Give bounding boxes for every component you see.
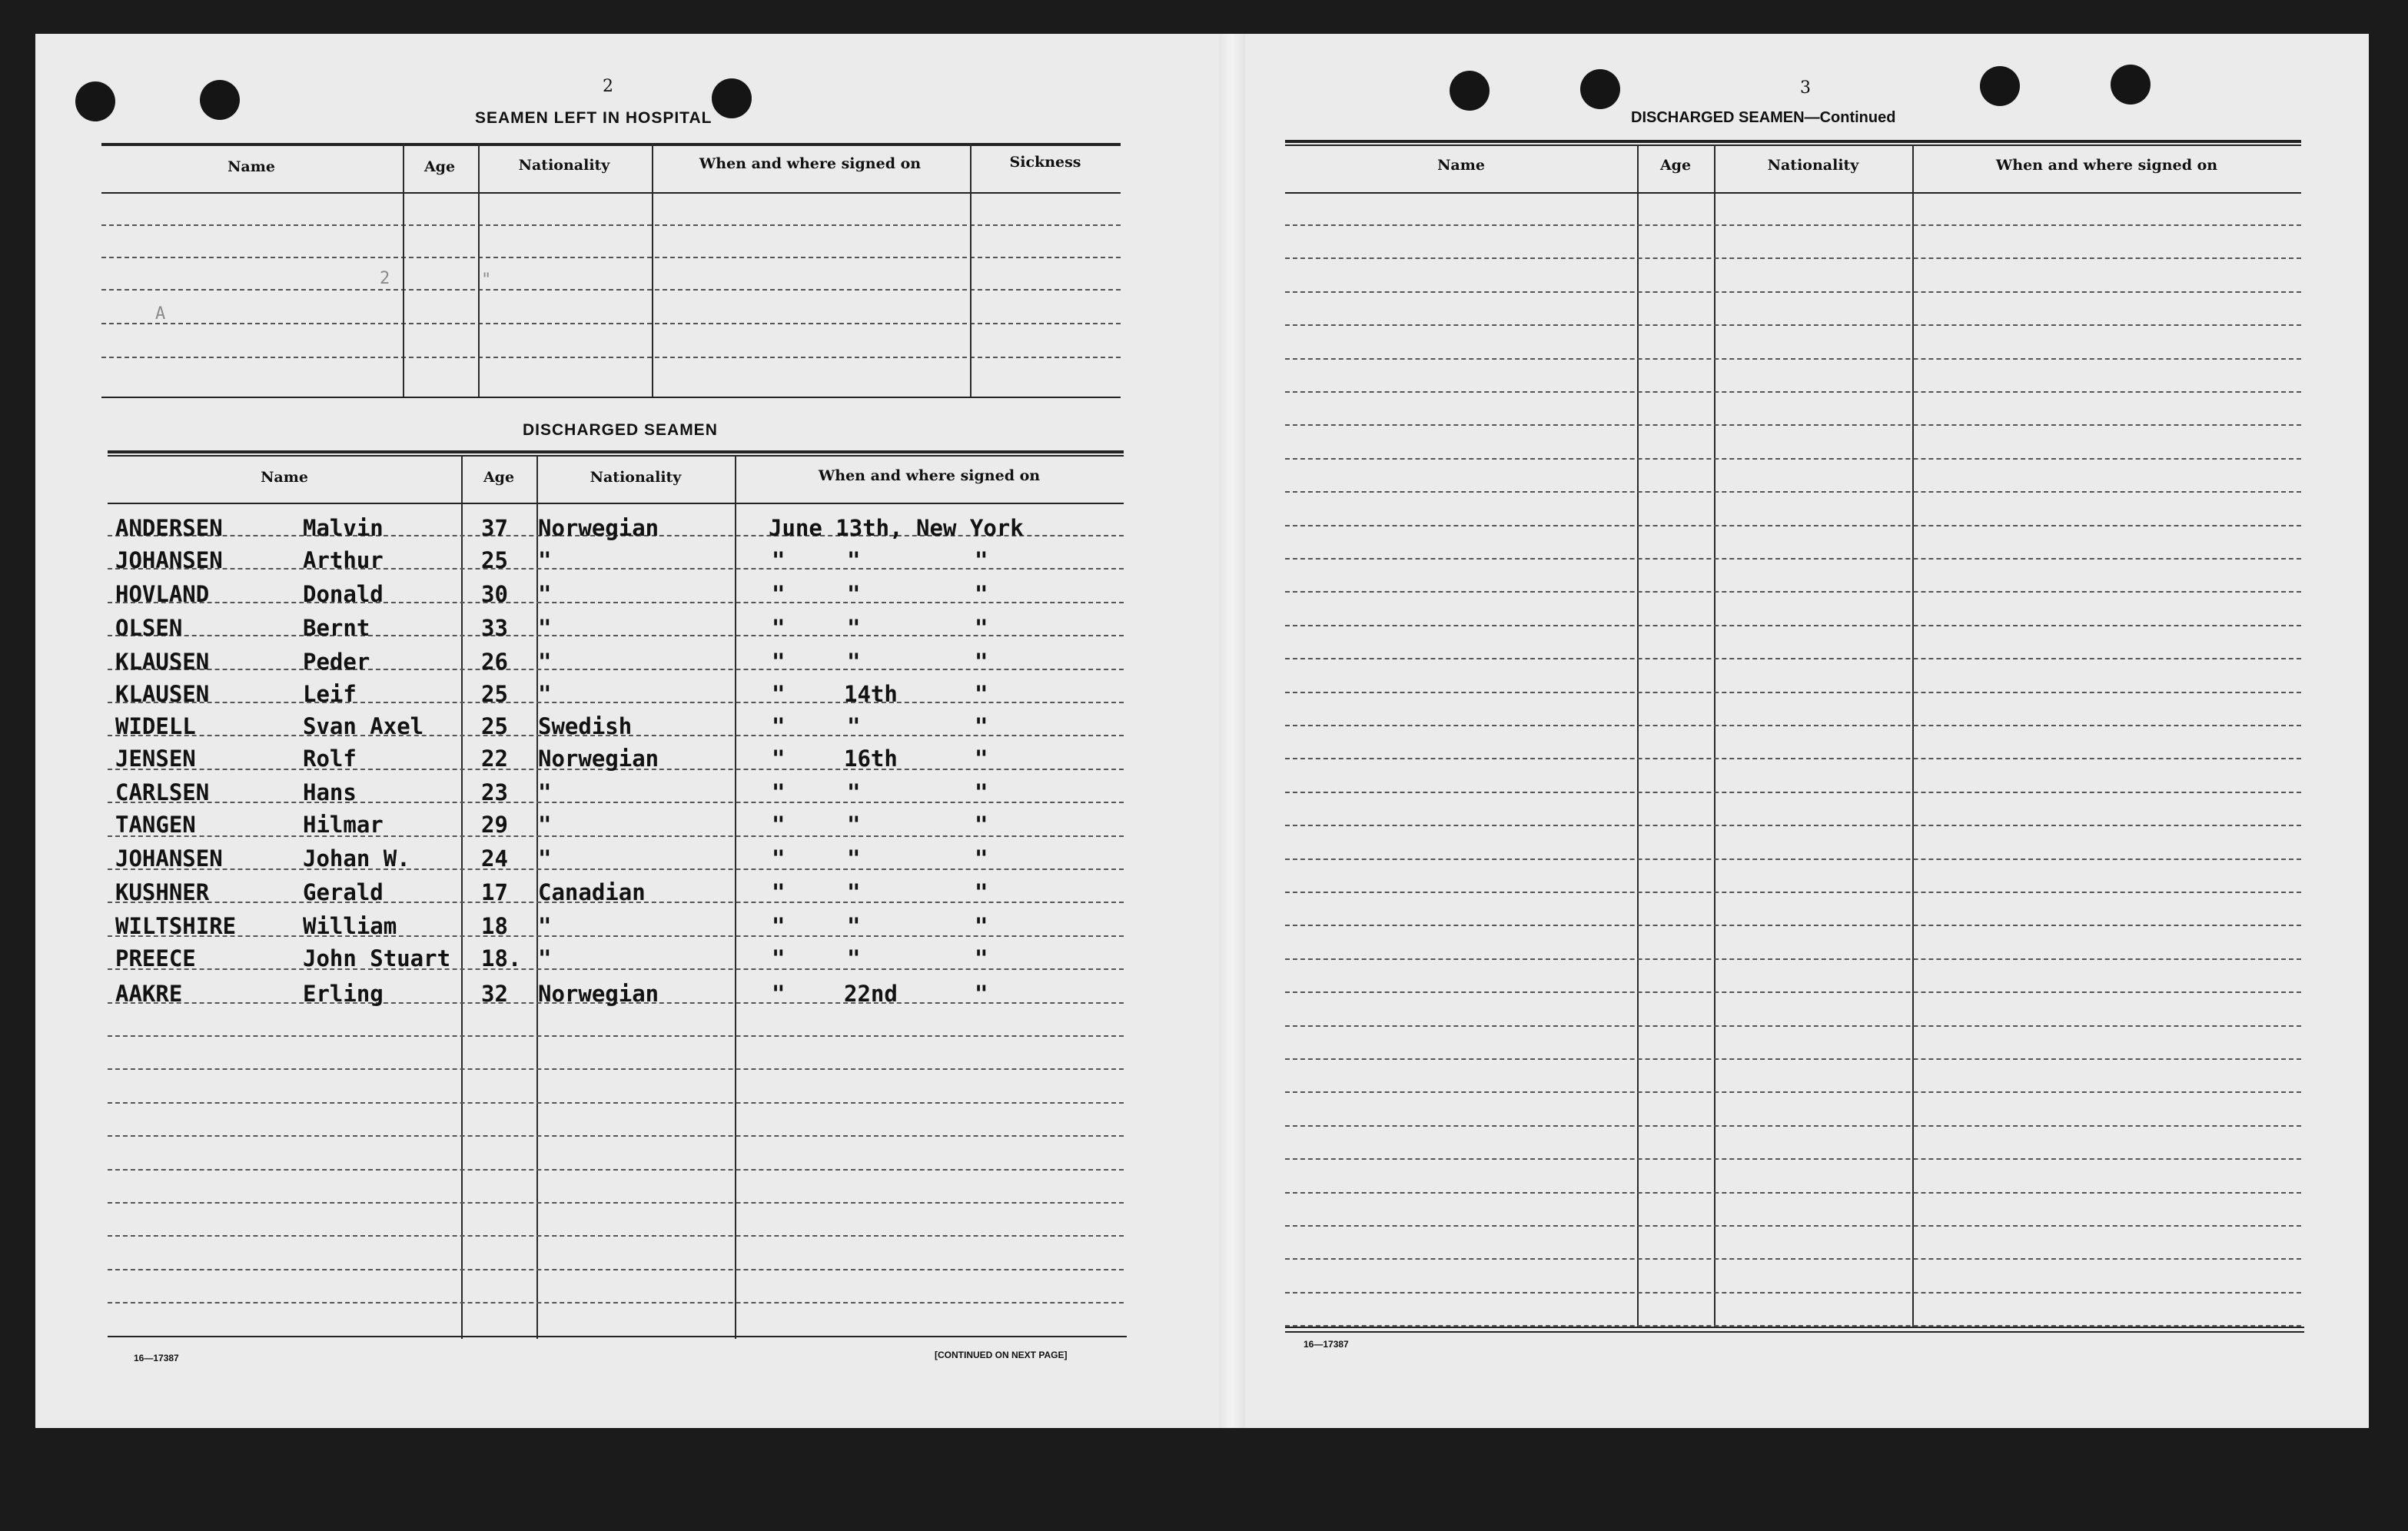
seaman-age: 30: [481, 581, 508, 607]
seaman-nationality: ": [538, 581, 552, 607]
row-rule: [1285, 257, 2301, 259]
row-rule: [1285, 725, 2301, 726]
seaman-nationality: ": [538, 845, 552, 872]
seaman-age: 37: [481, 515, 508, 541]
seaman-nationality: ": [538, 913, 552, 939]
seaman-age: 22: [481, 746, 508, 772]
right-col-divider: [1637, 144, 1639, 1328]
row-rule: [1285, 224, 2301, 226]
right-top-rule: [1285, 144, 2301, 146]
hospital-col-divider: [970, 143, 972, 397]
row-rule: [1285, 1058, 2301, 1060]
seaman-nationality: Canadian: [538, 879, 646, 905]
seaman-signed-on: 14th: [844, 681, 898, 707]
seaman-signed-on: ": [847, 713, 861, 739]
seaman-nationality: Norwegian: [538, 981, 659, 1007]
row-rule: [108, 635, 1124, 636]
left-page-number: 2: [603, 77, 613, 96]
row-rule: [1285, 925, 2301, 926]
seaman-nationality: ": [538, 615, 552, 641]
seaman-age: 18: [481, 913, 508, 939]
seaman-signed-on: June 13th, New York: [769, 515, 1024, 541]
continued-note: [CONTINUED ON NEXT PAGE]: [935, 1350, 1068, 1360]
right-form-number: 16—17387: [1304, 1339, 1349, 1350]
right-page-number: 3: [1800, 78, 1811, 98]
discharged-col-nationality: Nationality: [590, 469, 682, 486]
seaman-nationality: Norwegian: [538, 746, 659, 772]
discharged-col-age: Age: [483, 469, 515, 486]
seaman-signed-on: ": [847, 879, 861, 905]
seaman-signed-on: ": [847, 945, 861, 971]
hospital-col-divider: [478, 143, 480, 397]
hospital-row-rule: [101, 224, 1121, 226]
right-header-rule: [1285, 192, 2301, 194]
hospital-row-rule: [101, 357, 1121, 358]
row-rule: [1285, 792, 2301, 793]
seaman-surname: JOHANSEN: [115, 845, 223, 872]
page-fold: [1219, 34, 1245, 1428]
seaman-signed-on: ": [772, 713, 786, 739]
seaman-age: 33: [481, 615, 508, 641]
right-col-divider: [1912, 144, 1914, 1328]
punch-hole: [712, 78, 752, 118]
seaman-signed-on: ": [772, 812, 786, 838]
seaman-given-name: John Stuart: [303, 945, 451, 971]
seaman-age: 25: [481, 681, 508, 707]
faint-mark: ": [481, 271, 492, 290]
punch-hole: [1980, 66, 2020, 106]
seaman-signed-on: ": [772, 649, 786, 675]
seaman-nationality: ": [538, 945, 552, 971]
seaman-age: 32: [481, 981, 508, 1007]
hospital-header-rule: [101, 192, 1121, 194]
seaman-age: 24: [481, 845, 508, 872]
hospital-row-rule: [101, 323, 1121, 324]
seaman-signed-on: ": [975, 779, 988, 805]
seaman-surname: KLAUSEN: [115, 649, 210, 675]
row-rule: [108, 1135, 1124, 1137]
row-rule: [108, 835, 1124, 837]
row-rule: [108, 868, 1124, 870]
seaman-given-name: Malvin: [303, 515, 384, 541]
row-rule: [1285, 324, 2301, 326]
seaman-signed-on: ": [772, 913, 786, 939]
seaman-signed-on: ": [847, 581, 861, 607]
seaman-signed-on: ": [975, 581, 988, 607]
row-rule: [108, 935, 1124, 937]
seaman-nationality: Swedish: [538, 713, 633, 739]
hospital-col-nationality: Nationality: [518, 157, 610, 174]
right-col-signed: When and where signed on: [1995, 157, 2218, 174]
row-rule: [1285, 1091, 2301, 1093]
row-rule: [1285, 558, 2301, 560]
discharged-col-name: Name: [261, 469, 308, 486]
punch-hole: [1450, 71, 1490, 111]
seaman-nationality: ": [538, 812, 552, 838]
seaman-nationality: ": [538, 547, 552, 573]
seaman-signed-on: ": [847, 649, 861, 675]
left-form-number: 16—17387: [134, 1353, 179, 1363]
seaman-surname: CARLSEN: [115, 779, 210, 805]
hospital-row-rule: [101, 289, 1121, 291]
discharged-col-divider: [461, 455, 463, 1339]
seaman-given-name: Gerald: [303, 879, 384, 905]
seaman-signed-on: ": [975, 913, 988, 939]
seaman-nationality: ": [538, 779, 552, 805]
hospital-section-title: SEAMEN LEFT IN HOSPITAL: [475, 109, 712, 127]
row-rule: [1285, 291, 2301, 293]
right-bottom-rule: [1285, 1331, 2304, 1333]
seaman-signed-on: 16th: [844, 746, 898, 772]
discharged-col-signed: When and where signed on: [818, 467, 1041, 484]
row-rule: [1285, 1158, 2301, 1160]
seaman-signed-on: ": [975, 713, 988, 739]
seaman-signed-on: ": [975, 615, 988, 641]
seaman-age: 25: [481, 713, 508, 739]
seaman-given-name: Johan W.: [303, 845, 410, 872]
row-rule: [1285, 758, 2301, 759]
faint-mark: 2: [380, 269, 390, 288]
seaman-surname: HOVLAND: [115, 581, 210, 607]
seaman-signed-on: ": [975, 681, 988, 707]
seaman-signed-on: ": [847, 812, 861, 838]
hospital-col-signed: When and where signed on: [699, 155, 922, 172]
seaman-given-name: Rolf: [303, 746, 357, 772]
hospital-col-sickness: Sickness: [1009, 154, 1081, 171]
row-rule: [1285, 591, 2301, 593]
seaman-given-name: Bernt: [303, 615, 370, 641]
right-col-nationality: Nationality: [1767, 157, 1859, 174]
seaman-surname: WILTSHIRE: [115, 913, 237, 939]
hospital-col-divider: [652, 143, 653, 397]
row-rule: [1285, 1192, 2301, 1194]
seaman-surname: JOHANSEN: [115, 547, 223, 573]
seaman-surname: ANDERSEN: [115, 515, 223, 541]
punch-hole: [75, 81, 115, 121]
row-rule: [1285, 958, 2301, 960]
row-rule: [1285, 892, 2301, 893]
row-rule: [1285, 625, 2301, 626]
seaman-signed-on: ": [975, 879, 988, 905]
row-rule: [108, 1035, 1124, 1037]
seaman-given-name: Hans: [303, 779, 357, 805]
seaman-age: 23: [481, 779, 508, 805]
seaman-signed-on: ": [975, 547, 988, 573]
seaman-signed-on: ": [772, 981, 786, 1007]
row-rule: [1285, 825, 2301, 826]
row-rule: [108, 1068, 1124, 1070]
row-rule: [1285, 525, 2301, 526]
hospital-col-age: Age: [423, 158, 456, 175]
hospital-top-rule: [101, 143, 1121, 146]
seaman-signed-on: ": [975, 649, 988, 675]
seaman-signed-on: ": [975, 945, 988, 971]
row-rule: [1285, 991, 2301, 993]
seaman-signed-on: ": [847, 913, 861, 939]
seaman-surname: JENSEN: [115, 746, 196, 772]
row-rule: [108, 669, 1124, 670]
seaman-signed-on: ": [772, 945, 786, 971]
seaman-signed-on: ": [847, 615, 861, 641]
seaman-signed-on: ": [772, 879, 786, 905]
hospital-col-name: Name: [228, 158, 275, 175]
seaman-age: 29: [481, 812, 508, 838]
row-rule: [1285, 1292, 2301, 1294]
discharged-header-rule: [108, 503, 1124, 504]
row-rule: [108, 602, 1124, 603]
row-rule: [108, 1202, 1124, 1204]
right-col-name: Name: [1437, 157, 1485, 174]
right-bottom-rule: [1285, 1327, 2304, 1328]
seaman-given-name: Leif: [303, 681, 357, 707]
seaman-surname: KUSHNER: [115, 879, 210, 905]
seaman-surname: KLAUSEN: [115, 681, 210, 707]
right-section-title: DISCHARGED SEAMEN—Continued: [1631, 109, 1896, 126]
seaman-nationality: ": [538, 649, 552, 675]
seaman-signed-on: ": [975, 981, 988, 1007]
seaman-signed-on: ": [847, 547, 861, 573]
hospital-col-divider: [403, 143, 404, 397]
row-rule: [1285, 1258, 2301, 1260]
seaman-surname: TANGEN: [115, 812, 196, 838]
hospital-row-rule: [101, 257, 1121, 258]
seaman-signed-on: ": [772, 547, 786, 573]
faint-mark: A: [155, 304, 166, 324]
row-rule: [108, 1235, 1124, 1237]
seaman-surname: PREECE: [115, 945, 196, 971]
seaman-age: 26: [481, 649, 508, 675]
row-rule: [1285, 658, 2301, 659]
row-rule: [108, 1269, 1124, 1270]
row-rule: [1285, 1025, 2301, 1027]
seaman-signed-on: ": [847, 845, 861, 872]
row-rule: [1285, 491, 2301, 493]
row-rule: [108, 702, 1124, 703]
discharged-col-divider: [735, 455, 736, 1339]
right-top-rule: [1285, 140, 2301, 143]
document-sheet: [35, 34, 2369, 1428]
row-rule: [108, 1302, 1124, 1304]
seaman-signed-on: ": [772, 615, 786, 641]
discharged-bottom-rule: [108, 1336, 1127, 1337]
row-rule: [108, 1102, 1124, 1104]
seaman-nationality: Norwegian: [538, 515, 659, 541]
row-rule: [1285, 424, 2301, 426]
row-rule: [1285, 692, 2301, 693]
row-rule: [108, 968, 1124, 970]
row-rule: [1285, 358, 2301, 360]
seaman-surname: WIDELL: [115, 713, 196, 739]
seaman-given-name: Erling: [303, 981, 384, 1007]
seaman-age: 25: [481, 547, 508, 573]
seaman-signed-on: ": [975, 812, 988, 838]
seaman-surname: OLSEN: [115, 615, 183, 641]
right-col-divider: [1714, 144, 1715, 1328]
seaman-signed-on: ": [772, 581, 786, 607]
discharged-top-rule: [108, 450, 1124, 453]
punch-hole: [2111, 65, 2151, 105]
row-rule: [1285, 1125, 2301, 1127]
seaman-signed-on: 22nd: [844, 981, 898, 1007]
seaman-given-name: Arthur: [303, 547, 384, 573]
punch-hole: [200, 80, 240, 120]
seaman-given-name: Hilmar: [303, 812, 384, 838]
seaman-signed-on: ": [975, 746, 988, 772]
seaman-given-name: Svan Axel: [303, 713, 424, 739]
seaman-signed-on: ": [772, 779, 786, 805]
seaman-signed-on: ": [975, 845, 988, 872]
hospital-bottom-rule: [101, 397, 1121, 398]
discharged-section-title: DISCHARGED SEAMEN: [523, 421, 718, 439]
row-rule: [1285, 858, 2301, 860]
seaman-nationality: ": [538, 681, 552, 707]
seaman-age: 17: [481, 879, 508, 905]
row-rule: [1285, 458, 2301, 460]
punch-hole: [1580, 69, 1620, 109]
seaman-surname: AAKRE: [115, 981, 183, 1007]
row-rule: [108, 1169, 1124, 1171]
row-rule: [108, 802, 1124, 803]
right-col-age: Age: [1659, 157, 1692, 174]
seaman-given-name: William: [303, 913, 397, 939]
seaman-signed-on: ": [772, 681, 786, 707]
seaman-given-name: Peder: [303, 649, 370, 675]
discharged-top-rule: [108, 455, 1124, 457]
seaman-age: 18.: [481, 945, 522, 971]
row-rule: [108, 568, 1124, 570]
row-rule: [1285, 391, 2301, 393]
seaman-given-name: Donald: [303, 581, 384, 607]
seaman-signed-on: ": [772, 845, 786, 872]
row-rule: [1285, 1225, 2301, 1227]
seaman-signed-on: ": [772, 746, 786, 772]
seaman-signed-on: ": [847, 779, 861, 805]
